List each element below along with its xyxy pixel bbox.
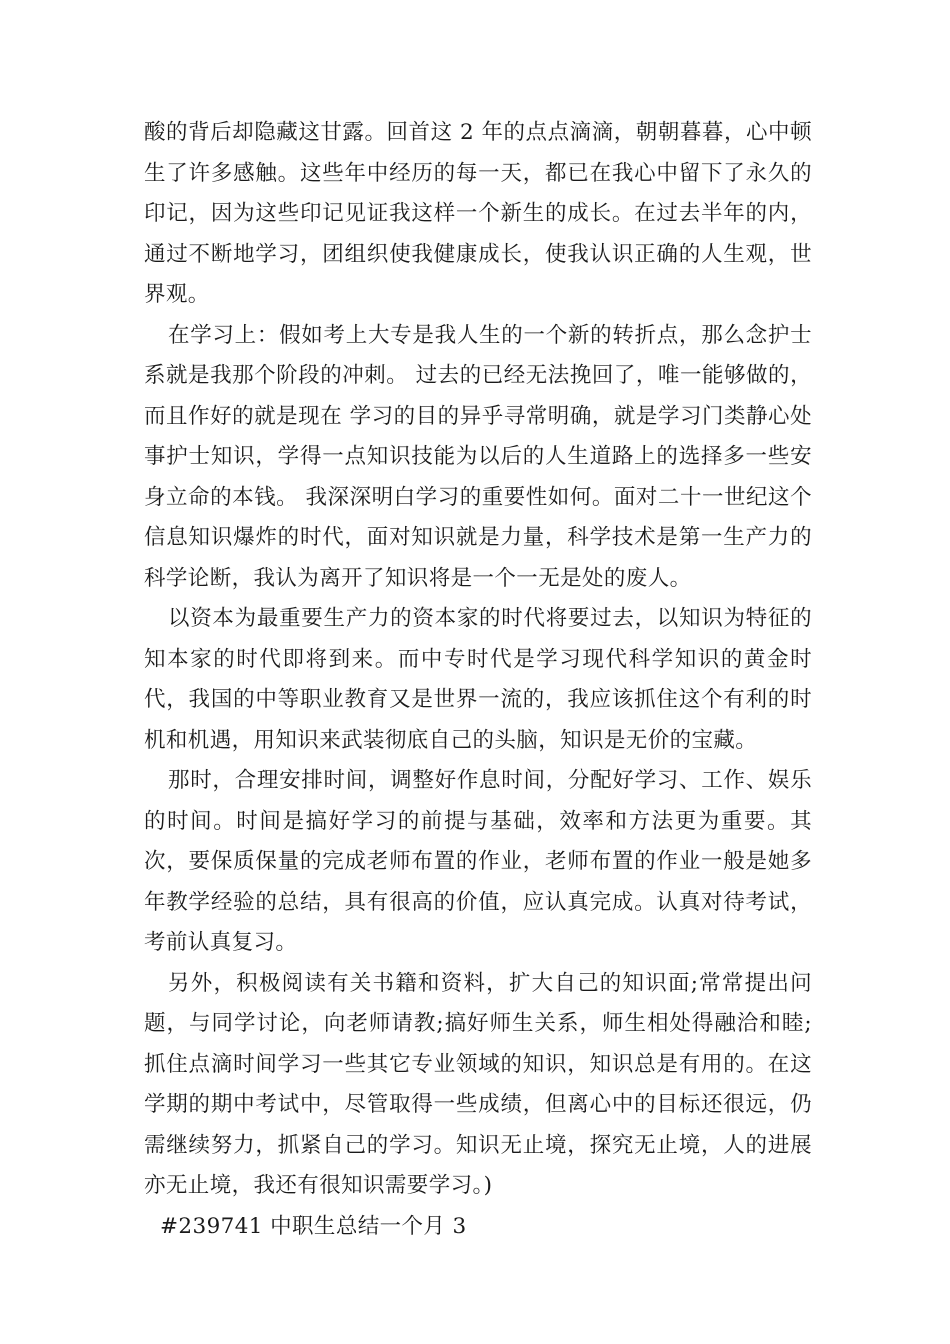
paragraph-3: 以资本为最重要生产力的资本家的时代将要过去，以知识为特征的知本家的时代即将到来。而中专时代是学习现代科学知识的黄金时代，我国的中等职业教育又是世界一流的，我应该抓住这个有利的时机和机遇，用知识来武装彻底自己的头脑，知识是无价的宝藏。: [144, 606, 812, 753]
paragraph-2: 在学习上：假如考上大专是我人生的一个新的转折点，那么念护士系就是我那个阶段的冲刺。 过去的已经无法挽回了，唯一能够做的，而且作好的就是现在 学习的目的异乎寻常明确，就是学习门类静心处事护士知识，学得一点知识技能为以后的人生道路上的选择多一些安身立命的本钱。 我深深明白学习的重要性如何。面对二十一世纪这个信息知识爆炸的时代，面对知识就是力量，科学技术是第一生产力的科学论断，我认为离开了知识将是一个一无是处的废人。: [144, 322, 812, 591]
paragraph-5: 另外，积极阅读有关书籍和资料，扩大自己的知识面;常常提出问题，与同学讨论，向老师请教;搞好师生关系，师生相处得融洽和睦;抓住点滴时间学习一些其它专业领域的知识，知识总是有用的。在这学期的期中考试中，尽管取得一些成绩，但离心中的目标还很远，仍需继续努力，抓紧自己的学习。知识无止境，探究无止境，人的进展亦无止境，我还有很知识需要学习。): [144, 970, 812, 1198]
document-body: [144, 113, 812, 1247]
section-heading: #239741 中职生总结一个月 3: [160, 1213, 467, 1239]
paragraph-4: 那时，合理安排时间，调整好作息时间，分配好学习、工作、娱乐的时间。时间是搞好学习的前提与基础，效率和方法更为重要。其次，要保质保量的完成老师布置的作业，老师布置的作业一般是她多年教学经验的总结，具有很高的价值，应认真完成。认真对待考试，考前认真复习。: [144, 768, 812, 955]
paragraph-1: 酸的背后却隐藏这甘露。回首这 2 年的点点滴滴，朝朝暮暮，心中顿生了许多感触。这些年中经历的每一天，都已在我心中留下了永久的印记，因为这些印记见证我这样一个新生的成长。在过去半年的内，通过不断地学习，团组织使我健康成长，使我认识正确的人生观，世界观。: [144, 120, 812, 307]
